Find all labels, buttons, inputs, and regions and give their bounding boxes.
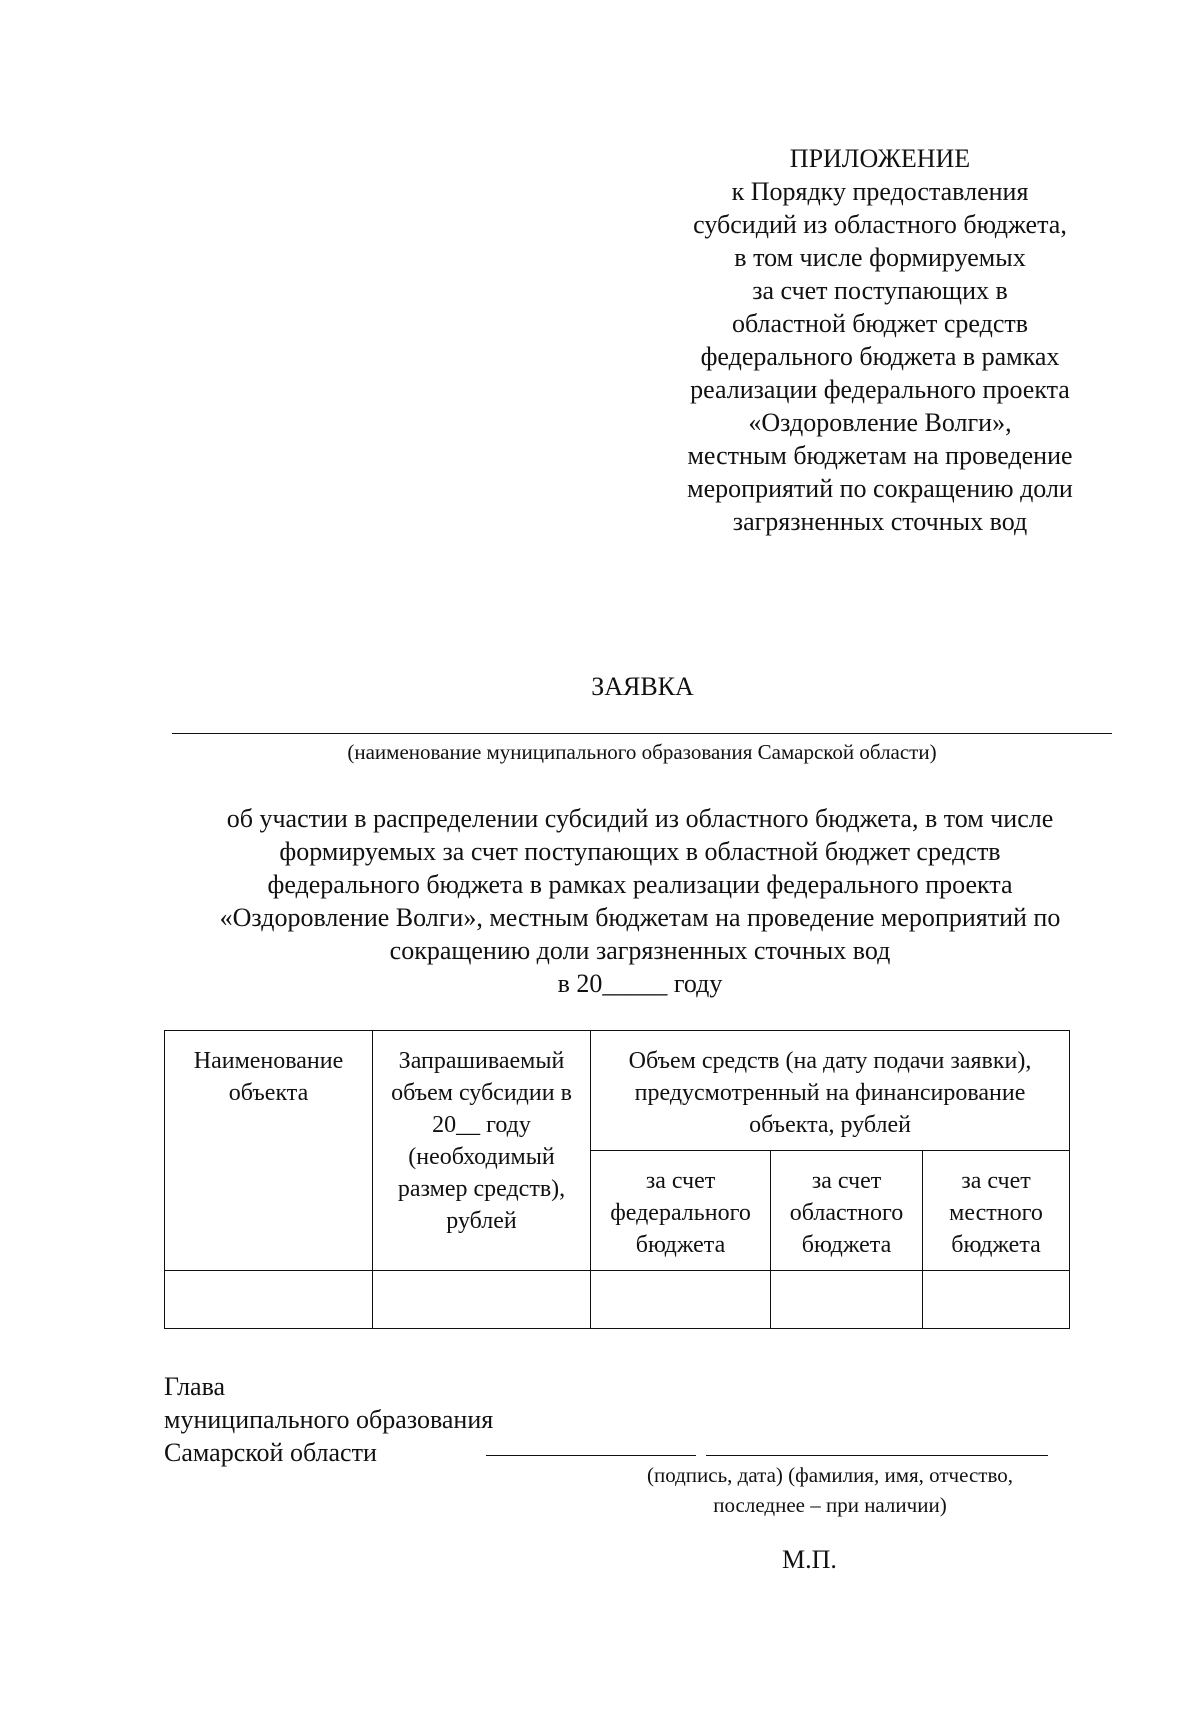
subsidy-table bbox=[164, 1030, 1070, 1329]
appendix-line: областной бюджет средств bbox=[731, 309, 1029, 338]
header-requested-subsidy: Запрашиваемый объем субсидии в 20__ году (необходимый размер средств), рублей bbox=[373, 1031, 591, 1271]
appendix-header bbox=[640, 142, 1120, 538]
appendix-line: «Оздоровление Волги», bbox=[748, 408, 1012, 437]
appendix-line: субсидий из областного бюджета, bbox=[693, 210, 1067, 239]
appendix-line: загрязненных сточных вод bbox=[732, 507, 1028, 536]
municipality-name-line bbox=[172, 733, 1112, 734]
signatory-line: муниципального образования bbox=[164, 1405, 494, 1434]
subject-line: в 20_____ году bbox=[557, 969, 723, 998]
signatory-line: Глава bbox=[164, 1372, 226, 1401]
subject-line: «Оздоровление Волги», местным бюджетам на проведение мероприятий по bbox=[219, 903, 1061, 932]
document-title: ЗАЯВКА bbox=[591, 672, 694, 701]
header-local-budget: за счет местного бюджета bbox=[923, 1151, 1070, 1271]
signature-date-line bbox=[486, 1455, 696, 1456]
empty-cell-federal bbox=[591, 1271, 771, 1329]
subject-line: об участии в распределении субсидий из областного бюджета, в том числе bbox=[226, 804, 1054, 833]
header-funds-volume: Объем средств (на дату подачи заявки), предусмотренный на финансирование объекта, рублей bbox=[591, 1031, 1070, 1151]
municipality-name-caption: (наименование муниципального образования Самарской области) bbox=[347, 740, 937, 764]
signatory-line: Самарской области bbox=[164, 1438, 377, 1467]
signature-caption-line: последнее – при наличии) bbox=[713, 1493, 947, 1517]
header-federal-budget: за счет федерального бюджета bbox=[591, 1151, 771, 1271]
appendix-line: к Порядку предоставления bbox=[731, 177, 1029, 206]
appendix-line: ПРИЛОЖЕНИЕ bbox=[789, 144, 971, 173]
appendix-line: местным бюджетам на проведение bbox=[687, 441, 1073, 470]
subject-line: формируемых за счет поступающих в областной бюджет средств bbox=[279, 837, 1001, 866]
subject-line: федерального бюджета в рамках реализации федерального проекта bbox=[267, 870, 1013, 899]
appendix-line: реализации федерального проекта bbox=[690, 375, 1070, 404]
signatory-title bbox=[164, 1370, 493, 1469]
subject-line: сокращению доли загрязненных сточных вод bbox=[389, 936, 891, 965]
signature-caption bbox=[520, 1460, 1140, 1520]
appendix-line: мероприятий по сокращению доли bbox=[687, 474, 1073, 503]
application-subject bbox=[140, 802, 1140, 1000]
appendix-line: в том числе формируемых bbox=[734, 243, 1026, 272]
empty-cell-requested bbox=[373, 1271, 591, 1329]
header-regional-budget: за счет областного бюджета bbox=[771, 1151, 923, 1271]
empty-cell-object bbox=[165, 1271, 373, 1329]
stamp-place: М.П. bbox=[782, 1545, 837, 1574]
empty-cell-regional bbox=[771, 1271, 923, 1329]
header-object-name: Наименование объекта bbox=[165, 1031, 373, 1271]
full-name-line bbox=[706, 1455, 1048, 1456]
appendix-line: за счет поступающих в bbox=[752, 276, 1008, 305]
signature-caption-line: (подпись, дата) (фамилия, имя, отчество, bbox=[647, 1463, 1013, 1487]
appendix-line: федерального бюджета в рамках bbox=[700, 342, 1060, 371]
empty-cell-local bbox=[923, 1271, 1070, 1329]
